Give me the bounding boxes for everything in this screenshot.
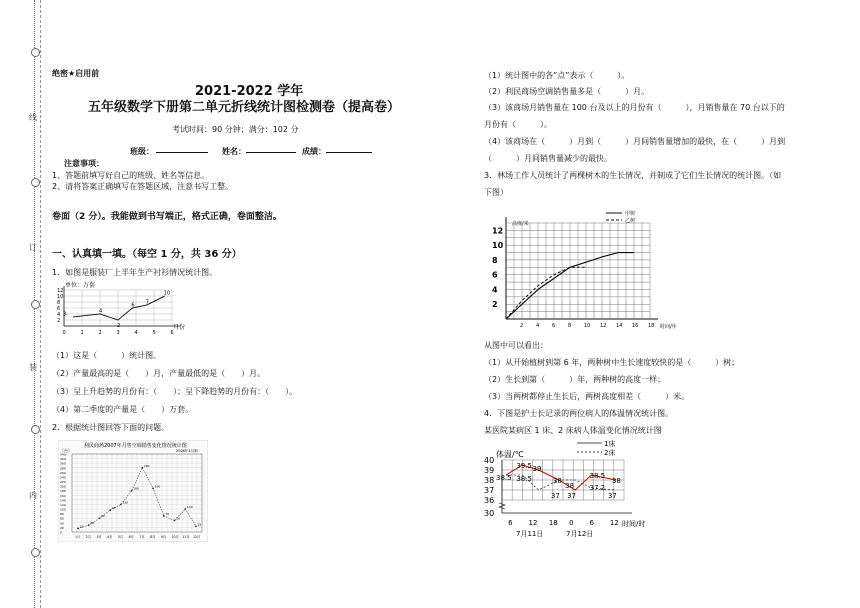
chart4-point-label: 37 (567, 492, 577, 500)
chart2-title: 利民商场2007年月售空调销售变化情况统计图 (84, 443, 187, 449)
chart4-point-label: 39.5 (516, 462, 532, 470)
chart4-legend-2: 2床 (604, 449, 616, 457)
chart1-x-ticks (63, 330, 174, 336)
chart2-x-tick: 9月 (160, 535, 167, 539)
chart2-value-label: 280 (143, 463, 150, 468)
binding-circle (31, 548, 40, 557)
q1-1: （1）这是（ ）统计图。 (52, 351, 162, 360)
chart3-x-tick: 4 (536, 323, 540, 329)
chart2-value-label: 95 (111, 506, 116, 511)
chart3-x-tick: 8 (568, 323, 572, 329)
chart2-y-tick: 220 (60, 480, 66, 485)
chart2-y-tick: 240 (60, 475, 66, 480)
binding-word: 订 (29, 243, 37, 252)
chart2-x-tick: 1月 (75, 535, 81, 539)
chart2-y-tick: 340 (60, 452, 66, 457)
chart2-y-tick: 180 (60, 489, 66, 494)
chart1-y-tick: 6 (57, 306, 61, 312)
chart2-y-tick: 140 (60, 498, 66, 503)
chart2-y-tick: 260 (60, 470, 66, 475)
chart4-date-1: 7月11日 (516, 530, 544, 538)
chart3-xlabel: 时间/年 (660, 324, 677, 330)
chart3-x-tick: 16 (632, 323, 639, 329)
chart4-date-2: 7月12日 (566, 530, 594, 538)
chart4-point-label: 38.5 (516, 475, 532, 483)
chart3-x-ticks (520, 323, 654, 329)
q2-4b: （ ）月间销售量减少的最快。 (484, 154, 612, 163)
chart1-point-label: 2 (117, 323, 121, 329)
chart4-xlabel: 时间/时 (622, 520, 646, 528)
q3-1: （1）从开始植树到第 6 年，两种树中生长速度较快的是（ ）树； (484, 358, 740, 367)
score-field[interactable] (326, 152, 372, 153)
chart1-x-tick: 4 (134, 330, 138, 336)
chart4-y-tick: 36 (484, 496, 495, 505)
chart1-y-tick: 2 (57, 318, 61, 324)
chart2-x-tick: 4月 (107, 535, 113, 539)
binding-word: 装 (29, 363, 37, 372)
chart3-x-tick: 6 (552, 323, 556, 329)
score-label: 成绩： (302, 147, 326, 156)
q2-3b: 月份有（ ）。 (484, 120, 552, 129)
chart2-x-tick: 8月 (150, 535, 156, 539)
chart4-point-label: 38.5 (496, 474, 512, 482)
chart1-x-tick: 2 (98, 330, 102, 336)
chart4-y-tick: 37 (484, 486, 495, 495)
chart3-y-tick: 6 (492, 270, 498, 280)
chart2-x-tick: 3月 (96, 535, 102, 539)
q1-3: （3）呈上升趋势的月份有：（ ）；呈下降趋势的月份有：（ ）。 (52, 387, 298, 396)
chart2-x-tick: 12月 (193, 535, 201, 539)
q2-1: （1）统计图中的各“点”表示（ ）。 (484, 71, 630, 80)
chart2-value-label: 180 (133, 486, 139, 491)
chart2-x-tick: 10月 (171, 535, 179, 539)
chart1-x-tick: 5 (152, 330, 156, 336)
chart4-y-tick: 39 (484, 466, 495, 475)
chart2-ylabel: （台） (60, 448, 72, 453)
chart3-x-tick: 2 (520, 323, 524, 329)
q3-3: （3）当两树都停止生长后，两树高度相差（ ）米。 (484, 392, 690, 401)
chart2-x-tick: 11月 (182, 535, 190, 539)
note-2: 2、请将答案正确填写在答题区域，注意书写工整。 (52, 182, 234, 191)
shirt-production-chart (52, 280, 192, 348)
chart1-y-tick: 4 (57, 312, 61, 318)
q3-intro: 3．林场工作人员统计了两棵树木的生长情况，并制成了它们生长情况的统计图。（如 (484, 171, 782, 180)
chart1-point-label: 7 (145, 299, 149, 306)
chart4-point-label: 37 (607, 492, 617, 500)
binding-circle (31, 425, 40, 434)
exam-title: 五年级数学下册第二单元折线统计图检测卷（提高卷） (88, 100, 401, 115)
chart3-y-tick: 8 (492, 255, 498, 265)
chart1-y-tick: 10 (57, 294, 64, 300)
exam-info: 考试时间：90 分钟；满分：102 分 (172, 125, 299, 134)
chart4-point-labels (496, 462, 621, 500)
q2-intro: 2．根据统计图回答下面的问题。 (52, 423, 170, 432)
chart2-y-tick: 320 (60, 457, 66, 462)
chart4-point-label: 38 (552, 477, 562, 485)
q3-2: （2）生长到第（ ）年，两种树的高度一样； (484, 375, 666, 384)
temperature-chart (482, 438, 652, 544)
chart3-grid (506, 217, 658, 319)
chart3-y-ticks (492, 226, 504, 309)
chart1-x-tick: 1 (80, 330, 84, 336)
chart4-x-tick: 12 (528, 519, 538, 527)
chart2-y-tick: 0 (60, 530, 62, 535)
q2-4: （4）该商场在（ ）月到（ ）月间销售量增加的最快，在（ ）月到 (484, 137, 786, 146)
chart1-xlabel: 月份 (173, 324, 186, 331)
chart3-y-tick: 4 (492, 285, 498, 295)
chart2-value-label: 190 (154, 484, 161, 489)
class-field[interactable] (156, 152, 208, 153)
q1-4: （4）第二季度的产量是（ ）万套。 (52, 405, 194, 414)
chart4-x-tick: 18 (548, 519, 558, 527)
chart4-x-tick: 6 (589, 519, 594, 527)
binding-word: 内 (29, 491, 37, 500)
q2-3: （3）该商场月销售量在 100 台及以上的月份有（ ），月销售量在 70 台以下的 (484, 103, 785, 112)
chart2-value-label: 25 (197, 522, 202, 527)
name-field[interactable] (246, 152, 296, 153)
chart3-x-tick: 18 (648, 323, 655, 329)
tree-growth-chart (484, 205, 684, 331)
chart4-ylabel: 体温/℃ (496, 450, 524, 459)
secret-label: 绝密★启用前 (52, 69, 100, 78)
chart4-axis-break (499, 503, 505, 509)
chart2-value-label: 30 (90, 521, 95, 526)
note-1: 1、答题前填写好自己的班级、姓名等信息。 (52, 171, 210, 180)
class-label: 班级： (130, 147, 154, 156)
binding-circle (31, 48, 40, 57)
chart4-point-label: 39 (532, 465, 542, 473)
chart1-point-label: 4 (99, 308, 103, 315)
binding-word: 线 (29, 113, 37, 122)
chart4-y-ticks (484, 456, 494, 518)
chart1-point-label: 6 (131, 302, 135, 309)
chart1-y-ticks (57, 288, 63, 324)
chart4-point-label: 38 (611, 477, 621, 485)
section1-title: 一、认真填一填。（每空 1 分，共 36 分） (52, 249, 242, 260)
chart2-x-tick: 2月 (85, 535, 91, 539)
chart1-x-tick: 6 (170, 330, 174, 336)
chart2-y-tick: 120 (60, 502, 66, 507)
chart2-y-tick: 100 (60, 507, 66, 512)
chart4-x-ticks (508, 519, 619, 527)
chart4-point-label: 38.5 (589, 472, 606, 480)
q3-from: 从图中可以看出： (484, 341, 548, 350)
chart3-y-tick: 10 (492, 241, 504, 251)
chart4-x-tick: 0 (569, 519, 574, 527)
chart3-y-tick: 12 (492, 226, 504, 236)
chart2-value-label: 50 (176, 516, 180, 521)
neatness-note: 卷面（2 分）。我能做到书写端正，格式正确，卷面整洁。 (52, 212, 282, 222)
name-label: 姓名： (222, 147, 246, 156)
q4-intro: 4．下图是护士长记录的两位病人的体温情况统计图。 (484, 409, 674, 418)
chart2-y-tick: 60 (60, 516, 64, 521)
chart2-y-tick: 40 (60, 521, 64, 526)
chart2-y-tick: 200 (60, 484, 66, 489)
chart3-x-tick: 10 (584, 323, 591, 329)
chart4-point-label: 38 (565, 482, 575, 490)
chart1-y-tick: 8 (57, 300, 61, 306)
chart4-x-tick: 6 (508, 519, 513, 527)
chart4-legend-1: 1床 (604, 440, 616, 448)
chart3-legend-jia: 甲树 (625, 211, 636, 217)
chart4-y-tick: 40 (484, 456, 495, 465)
chart3-ylabel: 高度/米 (512, 221, 529, 227)
chart4-x-tick: 12 (609, 519, 619, 527)
aircon-sales-chart (58, 440, 208, 542)
chart2-y-tick: 280 (60, 466, 66, 471)
chart3-x-tick: 14 (616, 323, 623, 329)
q1-intro: 1．如图是服装厂上半年生产衬衫情况统计图。 (52, 268, 218, 277)
chart1-ylabel: 单位：万套 (65, 282, 96, 289)
chart2-y-tick: 300 (60, 461, 66, 466)
chart2-value-label: 100 (186, 505, 193, 510)
exam-year: 2021-2022 学年 (195, 84, 304, 99)
chart2-unit: 2008年1月制 (176, 449, 198, 453)
chart2-y-tick: 160 (60, 493, 66, 498)
chart2-value-label: 60 (100, 514, 105, 519)
binding-circle (31, 178, 40, 187)
chart2-y-tick: 20 (60, 525, 64, 530)
q1-2: （2）产量最高的是（ ）月，产量最低的是（ ）月。 (52, 369, 266, 378)
chart1-x-tick: 0 (62, 330, 66, 336)
chart2-y-tick: 80 (60, 512, 64, 517)
binding-circle (31, 300, 40, 309)
q4-caption: 某医院某病区 1 床、2 床病人体温变化情况统计图 (484, 426, 662, 435)
chart1-point-label: 10 (163, 290, 171, 297)
chart2-value-label: 120 (122, 500, 129, 505)
chart1-point-label: 3 (63, 311, 67, 318)
chart4-y-tick: 38 (484, 476, 495, 485)
q3-intro-b: 下图） (484, 188, 508, 197)
chart1-grid (64, 286, 180, 326)
chart4-point-label: 37.2 (589, 484, 606, 492)
chart2-x-tick: 5月 (117, 535, 124, 539)
chart2-value-label: 15 (79, 524, 84, 529)
chart1-y-tick: 12 (57, 288, 64, 294)
q2-2: （2）利民商场空调销售量多是（ ）月。 (484, 87, 650, 96)
chart2-x-tick: 7月 (139, 535, 145, 539)
chart4-point-label: 37 (550, 492, 560, 500)
chart3-y-tick: 2 (492, 300, 498, 310)
chart4-y-tick: 30 (484, 509, 495, 518)
notes-title: 注意事项： (64, 159, 104, 168)
chart1-x-tick: 3 (116, 330, 120, 336)
chart2-value-label: 70 (165, 511, 170, 516)
binding-strip (0, 0, 41, 608)
chart3-x-tick: 12 (600, 323, 607, 329)
chart2-x-tick: 6月 (128, 535, 134, 539)
chart3-legend-yi: 乙树 (625, 218, 636, 224)
